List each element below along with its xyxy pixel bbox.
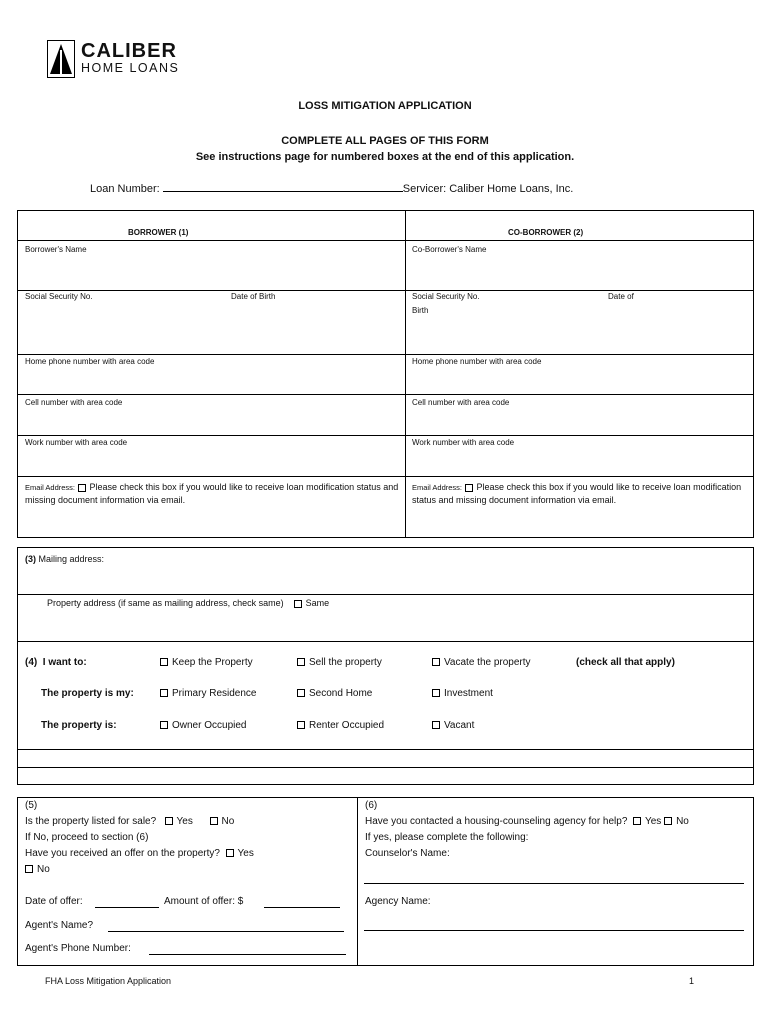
primary-residence-checkbox[interactable] — [160, 689, 168, 697]
i-want-to-text: I want to: — [42, 657, 87, 668]
investment-checkbox[interactable] — [432, 689, 440, 697]
loan-number-field[interactable] — [163, 182, 403, 192]
amount-of-offer-label: Amount of offer: $ — [164, 896, 244, 907]
listed-yes-checkbox[interactable] — [165, 817, 173, 825]
property-is-my-label: The property is my: — [41, 688, 134, 699]
option-primary-residence[interactable] — [160, 688, 256, 699]
coborrower-heading: CO-BORROWER (2) — [508, 228, 584, 237]
keep-property-checkbox[interactable] — [160, 658, 168, 666]
logo-text-main: CALIBER — [81, 40, 177, 62]
borrower-dob-field[interactable]: Date of Birth — [231, 292, 276, 301]
option-second-home[interactable] — [297, 688, 372, 699]
if-no-note: If No, proceed to section (6) — [25, 832, 149, 843]
offer-no-label: No — [37, 864, 50, 875]
property-is-label: The property is: — [41, 720, 117, 731]
primary-residence-label: Primary Residence — [172, 688, 257, 699]
second-home-label: Second Home — [309, 688, 373, 699]
section-5-number: (5) — [25, 800, 38, 811]
option-investment[interactable] — [432, 688, 493, 699]
section-6-number: (6) — [365, 800, 378, 811]
investment-label: Investment — [444, 688, 493, 699]
listed-no-checkbox[interactable] — [210, 817, 218, 825]
agent-name-label: Agent's Name? — [25, 920, 94, 931]
vacant-checkbox[interactable] — [432, 721, 440, 729]
counseling-question: Have you contacted a housing-counseling agency for help? — [365, 816, 628, 827]
counselor-name-field[interactable] — [364, 883, 744, 884]
sell-property-label: Sell the property — [309, 657, 382, 668]
counseling-yes-label: Yes — [644, 816, 662, 827]
coborrower-dob-field-2: Birth — [412, 306, 429, 315]
option-keep-property[interactable] — [160, 657, 253, 668]
same-label: Same — [305, 598, 330, 608]
keep-property-label: Keep the Property — [172, 657, 253, 668]
coborrower-email-checkbox[interactable] — [465, 484, 473, 492]
check-all-note: (check all that apply) — [576, 657, 675, 668]
borrower-ssn-field[interactable]: Social Security No. — [25, 292, 93, 301]
coborrower-work-field[interactable]: Work number with area code — [412, 438, 515, 447]
caliber-logo — [47, 40, 197, 80]
date-of-offer-field[interactable] — [95, 907, 159, 908]
loan-number-row — [90, 182, 573, 195]
option-vacate-property[interactable] — [432, 657, 531, 668]
borrower-email-field[interactable] — [25, 481, 400, 506]
counseling-row — [365, 816, 689, 827]
date-of-offer-label: Date of offer: — [25, 896, 83, 907]
counseling-no-checkbox[interactable] — [664, 817, 672, 825]
borrower-name-field[interactable]: Borrower's Name — [25, 245, 87, 254]
agent-name-field[interactable] — [108, 931, 344, 932]
coborrower-home-phone-field[interactable]: Home phone number with area code — [412, 357, 542, 366]
borrower-heading: BORROWER (1) — [128, 228, 189, 237]
offer-no-row — [25, 864, 50, 875]
servicer-text: Servicer: Caliber Home Loans, Inc. — [402, 183, 574, 195]
borrower-email-label: Email Address: — [25, 483, 76, 492]
borrower-email-checkbox[interactable] — [78, 484, 86, 492]
mailing-address-field[interactable] — [25, 554, 104, 564]
agency-name-field[interactable] — [364, 930, 744, 931]
offer-received-question: Have you received an offer on the property? — [25, 848, 220, 859]
renter-occupied-label: Renter Occupied — [309, 720, 385, 731]
offer-yes-label: Yes — [237, 848, 254, 859]
coborrower-email-field[interactable] — [412, 481, 747, 506]
option-owner-occupied[interactable] — [160, 720, 246, 731]
vacate-property-checkbox[interactable] — [432, 658, 440, 666]
coborrower-dob-field[interactable]: Date of — [608, 292, 634, 301]
logo-text-sub: HOME LOANS — [81, 61, 180, 75]
listed-yes-label: Yes — [176, 816, 193, 827]
coborrower-name-field[interactable]: Co-Borrower's Name — [412, 245, 487, 254]
vacate-property-label: Vacate the property — [444, 657, 531, 668]
renter-occupied-checkbox[interactable] — [297, 721, 305, 729]
section-4-number: (4) — [25, 657, 38, 668]
agency-name-label: Agency Name: — [365, 896, 431, 907]
borrower-email-text: Please check this box if you would like to receive loan modification status and missing document information via email. — [25, 482, 399, 505]
form-title: LOSS MITIGATION APPLICATION — [298, 100, 472, 112]
listed-no-label: No — [221, 816, 235, 827]
option-sell-property[interactable] — [297, 657, 382, 668]
loan-number-label: Loan Number: — [90, 183, 160, 195]
amount-of-offer-field[interactable] — [264, 907, 340, 908]
sell-property-checkbox[interactable] — [297, 658, 305, 666]
vacant-label: Vacant — [444, 720, 475, 731]
counseling-no-label: No — [676, 816, 689, 827]
coborrower-email-text: Please check this box if you would like to receive loan modification status and missing document information via email. — [412, 482, 742, 505]
form-subtitle-1: COMPLETE ALL PAGES OF THIS FORM — [281, 135, 489, 147]
borrower-work-field[interactable]: Work number with area code — [25, 438, 128, 447]
form-subtitle-2: See instructions page for numbered boxes at the end of this application. — [195, 151, 575, 163]
borrower-cell-field[interactable]: Cell number with area code — [25, 398, 123, 407]
owner-occupied-label: Owner Occupied — [172, 720, 247, 731]
if-yes-note: If yes, please complete the following: — [365, 832, 529, 843]
option-renter-occupied[interactable] — [297, 720, 384, 731]
option-vacant[interactable] — [432, 720, 474, 731]
i-want-to-label — [25, 657, 87, 668]
second-home-checkbox[interactable] — [297, 689, 305, 697]
coborrower-cell-field[interactable]: Cell number with area code — [412, 398, 510, 407]
borrower-home-phone-field[interactable]: Home phone number with area code — [25, 357, 155, 366]
offer-no-checkbox[interactable] — [25, 865, 33, 873]
offer-yes-checkbox[interactable] — [226, 849, 234, 857]
mailing-address-label: Mailing address: — [38, 554, 105, 564]
listed-for-sale-question: Is the property listed for sale? — [25, 816, 157, 827]
logo-mark-icon — [47, 40, 75, 78]
section-3-number: (3) — [25, 554, 36, 564]
counselor-name-label: Counselor's Name: — [365, 848, 450, 859]
listed-for-sale-row — [25, 816, 234, 827]
agent-phone-label: Agent's Phone Number: — [25, 943, 131, 954]
property-address-label: Property address (if same as mailing address, check same) — [47, 598, 284, 608]
same-checkbox[interactable] — [294, 600, 302, 608]
owner-occupied-checkbox[interactable] — [160, 721, 168, 729]
property-address-field[interactable] — [47, 598, 329, 608]
coborrower-email-label: Email Address: — [412, 483, 463, 492]
agent-phone-field[interactable] — [149, 954, 346, 955]
counseling-yes-checkbox[interactable] — [633, 817, 641, 825]
footer-title: FHA Loss Mitigation Application — [45, 976, 172, 986]
offer-received-row — [25, 848, 254, 859]
page-number: 1 — [689, 976, 695, 986]
coborrower-ssn-field[interactable]: Social Security No. — [412, 292, 480, 301]
